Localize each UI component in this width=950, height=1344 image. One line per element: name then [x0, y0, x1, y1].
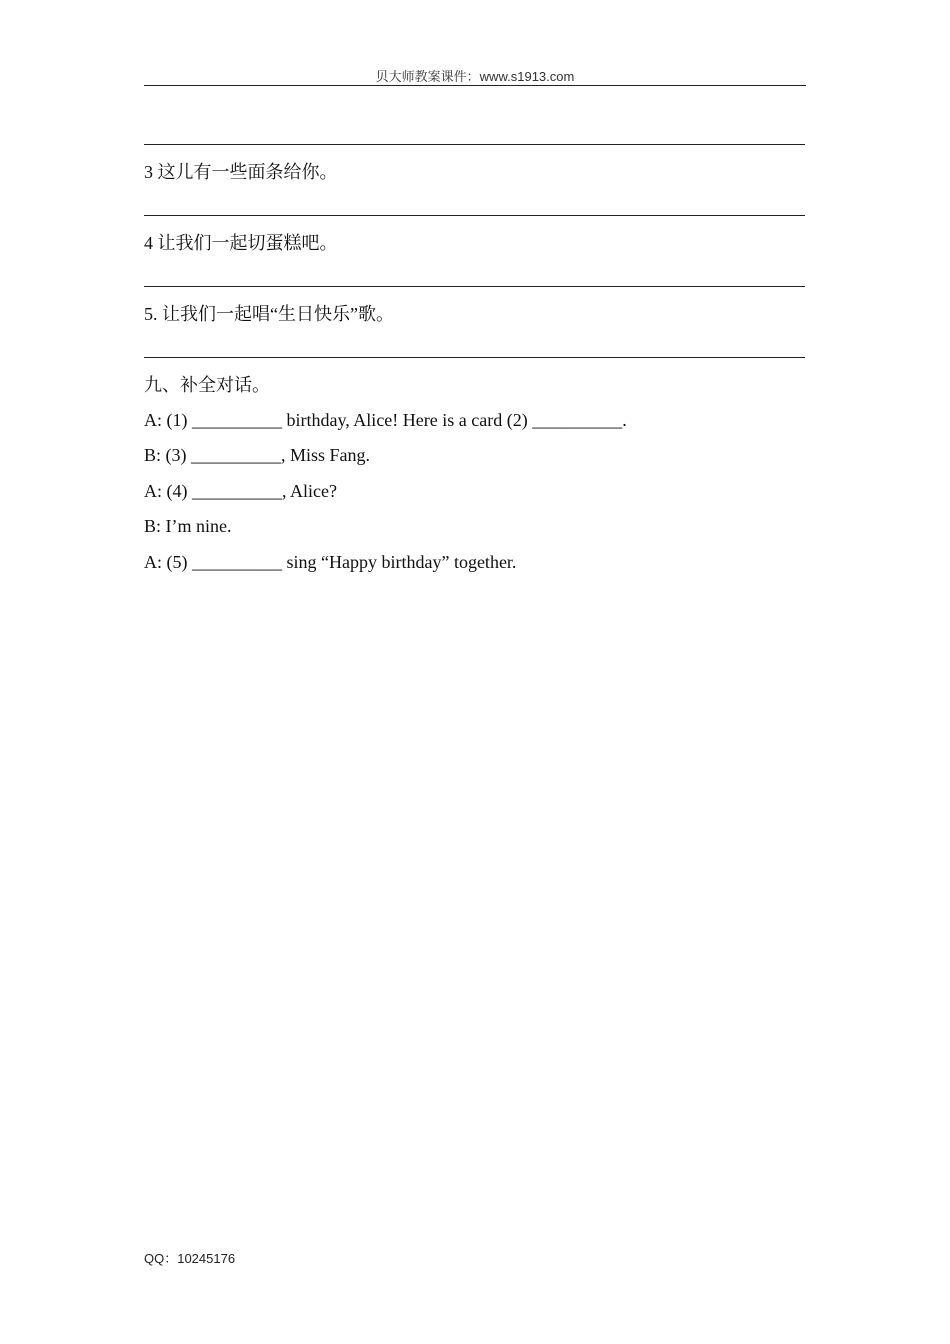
translation-item-5: 5. 让我们一起唱“生日快乐”歌。 [144, 304, 394, 324]
answer-line [144, 144, 805, 145]
answer-line [144, 357, 805, 358]
footer-qq: QQ：10245176 [144, 1251, 236, 1266]
dialogue-line: B: (3) __________, Miss Fang. [144, 445, 371, 465]
header-rule [144, 85, 806, 86]
dialogue-line: A: (4) __________, Alice? [144, 481, 337, 501]
dialogue-line: A: (1) __________ birthday, Alice! Here is a card (2) __________. [144, 410, 627, 430]
dialogue-line: A: (5) __________ sing “Happy birthday” together. [144, 552, 517, 572]
dialogue-line: B: I’m nine. [144, 516, 232, 536]
translation-item-4: 4 让我们一起切蛋糕吧。 [144, 233, 338, 253]
header-text: 贝大师教案课件：www.s1913.com [375, 69, 575, 84]
answer-line [144, 286, 805, 287]
section-title: 九、补全对话。 [144, 375, 270, 395]
translation-item-3: 3 这儿有一些面条给你。 [144, 162, 338, 182]
answer-line [144, 215, 805, 216]
